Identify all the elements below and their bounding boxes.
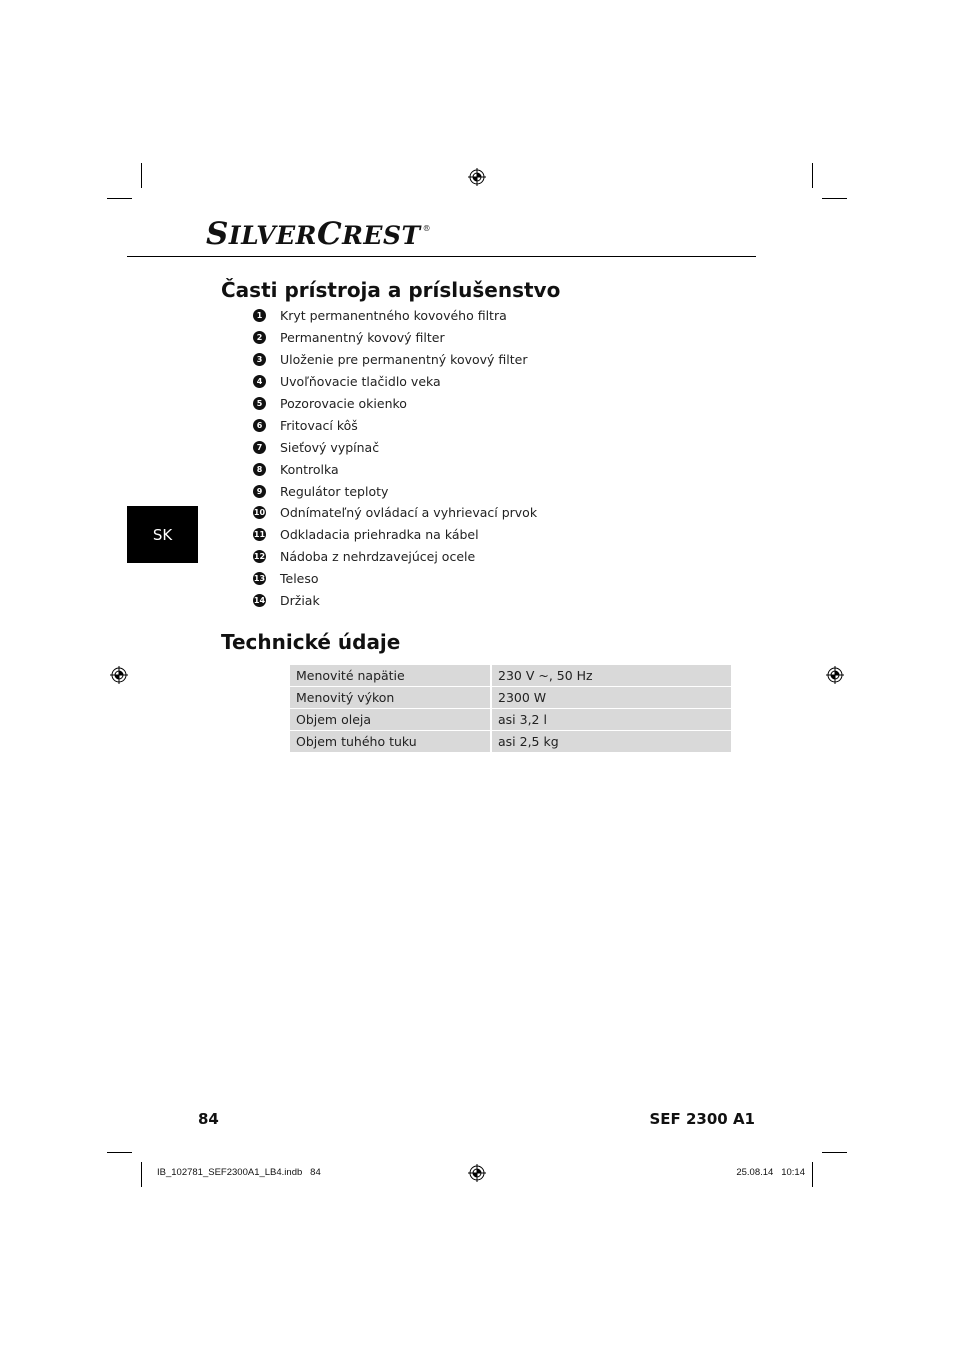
logo-letter: S — [206, 216, 229, 252]
item-number: 3 — [253, 353, 266, 366]
table-value: asi 3,2 l — [492, 709, 731, 730]
item-label: Fritovací kôš — [280, 417, 358, 433]
list-item — [253, 546, 537, 568]
table-row — [290, 731, 731, 752]
language-tab: SK — [127, 506, 198, 563]
table-key: Menovitý výkon — [290, 687, 492, 708]
list-item — [253, 327, 537, 349]
table-key: Menovité napätie — [290, 665, 492, 686]
crop-mark — [141, 1162, 142, 1187]
item-number: 13 — [253, 574, 266, 584]
list-item — [253, 568, 537, 590]
list-item — [253, 502, 537, 524]
item-number: 1 — [253, 309, 266, 322]
logo-letter: C — [316, 216, 343, 252]
print-slug-date: 25.08.14 10:14 — [736, 1167, 805, 1178]
item-label: Kontrolka — [280, 461, 339, 477]
table-row — [290, 709, 731, 730]
logo-letters: REST — [342, 221, 421, 250]
crop-mark — [822, 1152, 847, 1153]
item-number: 10 — [253, 508, 266, 518]
item-label: Pozorovacie okienko — [280, 396, 407, 411]
item-label: Uvoľňovacie tlačidlo veka — [280, 374, 441, 390]
item-label: Kryt permanentného kovového filtra — [280, 308, 507, 324]
crop-mark — [812, 1162, 813, 1187]
table-value: 230 V ~, 50 Hz — [492, 665, 731, 686]
page-number: 84 — [198, 1110, 219, 1128]
item-label: Uloženie pre permanentný kovový filter — [280, 352, 528, 368]
item-number: 11 — [253, 530, 266, 540]
list-item — [253, 524, 537, 546]
crop-mark — [822, 198, 847, 199]
model-name: SEF 2300 A1 — [649, 1110, 755, 1128]
brand-logo — [206, 216, 432, 252]
table-key: Objem oleja — [290, 709, 492, 730]
item-number: 12 — [253, 552, 266, 562]
list-item — [253, 349, 537, 371]
registration-mark-icon — [110, 666, 128, 684]
item-number: 2 — [253, 331, 266, 344]
item-label: Regulátor teploty — [280, 483, 389, 499]
crop-mark — [141, 163, 142, 188]
item-label: Odkladacia priehradka na kábel — [280, 527, 479, 543]
item-number: 5 — [253, 397, 266, 410]
header-rule — [127, 256, 756, 257]
item-number: 6 — [253, 419, 266, 432]
crop-mark — [812, 163, 813, 188]
print-slug-file: IB_102781_SEF2300A1_LB4.indb 84 — [157, 1167, 321, 1178]
crop-mark — [107, 1152, 132, 1153]
tech-data-table — [290, 664, 731, 753]
item-label: Teleso — [280, 571, 319, 587]
item-label: Odnímateľný ovládací a vyhrievací prvok — [280, 505, 538, 521]
crop-mark — [107, 198, 132, 199]
item-label: Nádoba z nehrdzavejúcej ocele — [280, 549, 476, 565]
table-value: asi 2,5 kg — [492, 731, 731, 752]
item-number: 14 — [253, 596, 266, 606]
logo-letters: ILVER — [228, 221, 317, 250]
list-item — [253, 305, 537, 327]
table-key: Objem tuhého tuku — [290, 731, 492, 752]
parts-list — [253, 305, 537, 611]
list-item — [253, 480, 537, 502]
registration-mark-icon — [468, 1164, 486, 1182]
table-value: 2300 W — [492, 687, 731, 708]
item-number: 9 — [253, 485, 266, 498]
table-row — [290, 665, 731, 686]
list-item — [253, 371, 537, 393]
item-number: 7 — [253, 441, 266, 454]
item-number: 8 — [253, 463, 266, 476]
item-label: Permanentný kovový filter — [280, 330, 445, 346]
registration-mark-icon — [826, 666, 844, 684]
item-label: Držiak — [280, 593, 320, 609]
list-item — [253, 590, 537, 612]
item-label: Sieťový vypínač — [280, 439, 380, 455]
list-item — [253, 458, 537, 480]
list-item — [253, 393, 537, 415]
registration-mark-icon — [468, 168, 486, 186]
tech-section-title: Technické údaje — [221, 630, 401, 654]
list-item — [253, 414, 537, 436]
registered-mark: ® — [422, 224, 432, 233]
table-row — [290, 687, 731, 708]
list-item — [253, 436, 537, 458]
item-number: 4 — [253, 375, 266, 388]
parts-section-title: Časti prístroja a príslušenstvo — [221, 278, 561, 302]
